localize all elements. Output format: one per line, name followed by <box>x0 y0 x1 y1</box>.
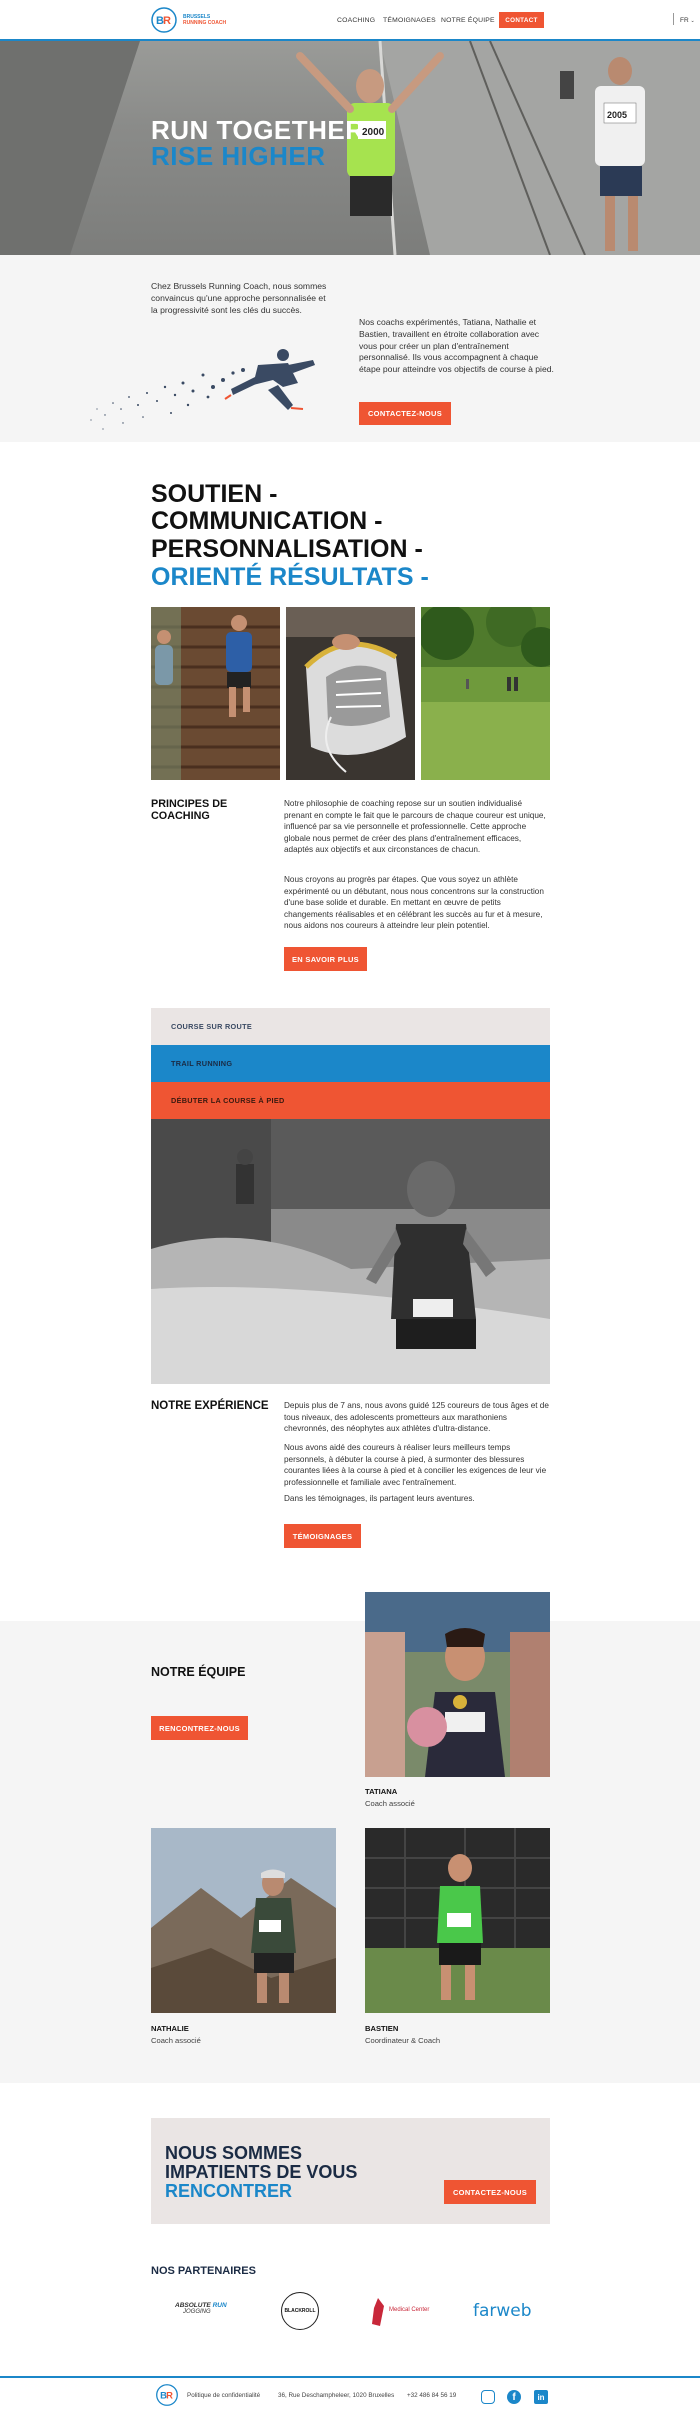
hero <box>0 41 700 255</box>
site-footer <box>0 2376 700 2412</box>
principles-para2: Nous croyons au progrès par étapes. Que vous soyez un athlète expérimenté ou un débutant, nous nous concentrons sur la construction d'une base solide et durable. En mettant en œuvre de petits changements réalisables et en célébrant les succès au fur et à mesure, nous aidons nos coureurs à atteindre leur plein potentiel. <box>284 875 544 931</box>
cta-line2: IMPATIENTS DE VOUS <box>165 2162 358 2182</box>
partner-logo-medical-center[interactable]: Medical Center <box>370 2296 430 2328</box>
principles-para1: Notre philosophie de coaching repose sur un soutien individualisé prenant en compte le fait que le parcours de chaque coureur est unique, influencé par sa vie personnelle et professionnelle. Cette approche globale nous permet de créer des plans d'entraînement efficaces, adaptés aux objectifs et aux circonstances de chacun. <box>284 799 546 855</box>
experience-title: NOTRE EXPÉRIENCE <box>151 1400 269 1412</box>
svg-text:B: B <box>156 15 164 27</box>
instagram-icon[interactable] <box>481 2390 495 2404</box>
team-title: NOTRE ÉQUIPE <box>151 1665 246 1679</box>
testimonials-button[interactable]: TÉMOIGNAGES <box>284 1524 361 1548</box>
photo-park-runners <box>421 607 550 780</box>
learn-more-button[interactable]: EN SAVOIR PLUS <box>284 947 367 971</box>
runner-particles-illustration <box>83 325 338 435</box>
tab-beginner-running[interactable]: DÉBUTER LA COURSE À PIED <box>151 1082 550 1119</box>
footer-logo-icon[interactable] <box>155 2383 179 2407</box>
facebook-icon[interactable]: f <box>507 2390 521 2404</box>
cta-line1: NOUS SOMMES <box>165 2143 303 2163</box>
experience-para2: Nous avons aidé des coureurs à réaliser leurs meilleurs temps personnels, à débuter la course à pied, à surmonter des blessures courantes liées à la course à pied et à concilier les exigences de leur vie professionnelle et familiale avec l'entraînement. <box>284 1443 547 1487</box>
intro-contact-button[interactable]: CONTACTEZ-NOUS <box>359 402 451 425</box>
site-header <box>0 0 700 41</box>
contact-button[interactable]: CONTACT <box>499 12 544 28</box>
member-name-bastien: BASTIEN <box>365 2024 399 2033</box>
svg-text:R: R <box>166 2389 173 2401</box>
meet-us-button[interactable]: RENCONTREZ-NOUS <box>151 1716 248 1740</box>
medical-cross-icon <box>370 2298 386 2326</box>
hero-photo <box>0 41 700 255</box>
svg-text:R: R <box>163 15 171 27</box>
photo-tatiana <box>365 1592 550 1777</box>
values-line4: ORIENTÉ RÉSULTATS - <box>151 563 429 591</box>
hero-bib-left: 2000 <box>362 127 385 138</box>
photo-nathalie <box>151 1828 336 2013</box>
nav-equipe[interactable]: NOTRE ÉQUIPE <box>441 17 495 24</box>
member-role-tatiana: Coach associé <box>365 1799 415 1808</box>
footer-phone[interactable]: +32 486 84 56 19 <box>407 2392 457 2399</box>
footer-address: 36, Rue Deschampheleer, 1020 Bruxelles <box>278 2392 395 2399</box>
partner-logo-blackroll[interactable]: BLACKROLL <box>281 2292 319 2330</box>
partner-logo-absolute-run[interactable]: ABSOLUTE RUN JOGGING <box>175 2302 227 2315</box>
photo-bastien <box>365 1828 550 2013</box>
photo-trail-runner-bw <box>151 1119 550 1384</box>
member-role-bastien: Coordinateur & Coach <box>365 2036 441 2045</box>
brand-line1: BRUSSELS <box>183 14 211 20</box>
chevron-down-icon: ⌄ <box>690 18 695 24</box>
intro-left-text: Chez Brussels Running Coach, nous sommes convaincus qu'une approche personnalisée et la progressivité sont les clés du succès. <box>151 281 327 315</box>
values-line1: SOUTIEN - <box>151 480 278 508</box>
member-name-nathalie: NATHALIE <box>151 2024 189 2033</box>
privacy-link[interactable]: Politique de confidentialité <box>187 2392 261 2399</box>
cta-line3: RENCONTRER <box>165 2181 293 2201</box>
logo-mark-icon <box>150 6 178 34</box>
partners-title: NOS PARTENAIRES <box>151 2265 256 2277</box>
hero-bib-right: 2005 <box>607 110 628 120</box>
cta-box <box>151 2118 550 2224</box>
logo[interactable] <box>150 6 225 34</box>
photo-shoe-lacing <box>286 607 415 780</box>
principles-title: PRINCIPES DE COACHING <box>151 798 228 822</box>
member-role-nathalie: Coach associé <box>151 2036 201 2045</box>
nav-coaching[interactable]: COACHING <box>337 17 376 24</box>
values-line2: COMMUNICATION - <box>151 507 383 535</box>
nav-temoignages[interactable]: TÉMOIGNAGES <box>383 17 436 24</box>
member-name-tatiana: TATIANA <box>365 1787 398 1796</box>
cta-contact-button[interactable]: CONTACTEZ-NOUS <box>444 2180 536 2204</box>
svg-text:B: B <box>160 2389 167 2401</box>
linkedin-icon[interactable]: in <box>534 2390 548 2404</box>
brand-line2: RUNNING COACH <box>183 20 227 26</box>
intro-right-text: Nos coachs expérimentés, Tatiana, Nathalie et Bastien, travaillent en étroite collaboration avec vous pour créer un plan d'entraînement personnalisé. Ils vous accompagnent à chaque étape pour atteindre vos objectifs de course à pied. <box>359 317 554 375</box>
tab-road-running[interactable]: COURSE SUR ROUTE <box>151 1008 550 1045</box>
team-section <box>0 1621 700 2083</box>
partner-logo-farweb[interactable]: farweb <box>473 2301 532 2321</box>
photo-stairs-runners <box>151 607 280 780</box>
hero-title-line1: RUN TOGETHER <box>151 115 365 145</box>
tab-trail-running[interactable]: TRAIL RUNNING <box>151 1045 550 1082</box>
intro-section <box>0 255 700 442</box>
hero-title-line2: RISE HIGHER <box>151 141 326 171</box>
values-line3: PERSONNALISATION - <box>151 535 423 563</box>
language-selector[interactable]: FR ⌄ <box>680 17 695 24</box>
experience-para1: Depuis plus de 7 ans, nous avons guidé 125 coureurs de tous âges et de tous niveaux, des adolescents prometteurs aux marathoniens chevronnés, des néophytes aux athlètes d'ultra-distance. <box>284 1401 549 1434</box>
lang-divider <box>673 13 674 25</box>
experience-para3: Dans les témoignages, ils partagent leurs aventures. <box>284 1494 475 1503</box>
